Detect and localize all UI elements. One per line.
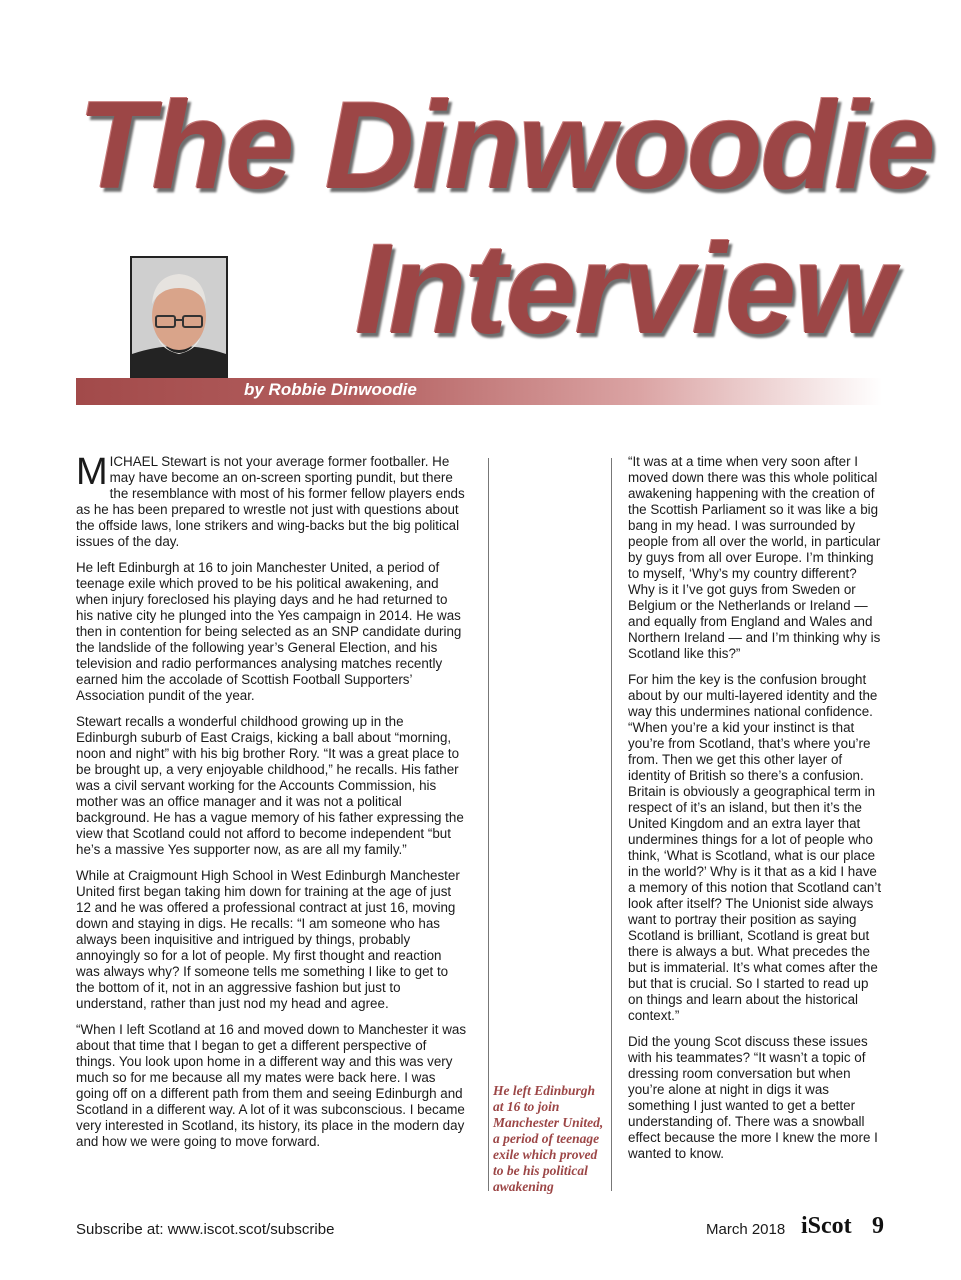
paragraph: While at Craigmount High School in West Edinburgh Manchester United first began taking him down for training at the age of just 12 and he was offered a professional contract at just 16, moving down and staying in digs. He recalls: “I am someone who has always been inquisitive and intrigued by things, probably annoyingly so for a lot of people. My first thought and reaction was always why? If someone tells me something I like to get to the bottom of it, not in an aggressive fashion but just to understand, rather than just nod my head and agree. [76,868,460,1011]
byline-bar [76,378,882,405]
paragraph: “It was at a time when very soon after I moved down there was this whole political awakening happening with the creation of the Scottish Parliament so it was like a big bang in my head. I was surrounded by people from all over the world, in particular by guys from all over Europe. I’m thinking to myself, ‘Why’s my country different? Why is it I’ve got guys from Sweden or Belgium or the Netherlands or Ireland — and equally from England and Wales and Northern Ireland — and I’m thinking why is Scotland like this?” [628,454,881,661]
issue-date: March 2018 [706,1221,786,1238]
byline: by Robbie Dinwoodie [244,380,417,399]
magazine-logo: iScot [801,1213,852,1239]
subscribe-link[interactable]: Subscribe at: www.iscot.scot/subscribe [76,1221,335,1238]
title-line-1: The Dinwoodie [78,77,934,215]
paragraph: Stewart recalls a wonderful childhood growing up in the Edinburgh suburb of East Craigs, kicking a ball about “morning, noon and night” with his big brother Rory. “It was a great place to be brought up, a very enjoyable childhood,” he recalls. His father was a civil servant working for the Accounts Commission, his mother was an office manager and it was not a political background. He has a vague memory of his father expressing the view that Scotland could not afford to become independent “but he’s a massive Yes supporter now, as are all my family.” [76,714,464,857]
title-line-2: Interview [355,218,892,361]
paragraph: Did the young Scot discuss these issues with his teammates? “It wasn’t a topic of dressing room conversation but when you’re alone at night in digs it was something I just wanted to get a better understanding of. There was a snowball effect because the more I knew the more I wanted to know. [628,1034,878,1161]
paragraph: “When I left Scotland at 16 and moved down to Manchester it was about that time that I began to get a different perspective of things. You look upon home in a different way and this was very much so for me because all my mates were back here. I was going off on a different path from them and seeing Edinburgh and Scotland in a different way. A lot of it was subconscious. I became very interested in Scotland, its history, its place in the modern day and how we were going to move forward. [76,1022,467,1149]
paragraph: MICHAEL Stewart is not your average former footballer. He may have become an on-screen sporting pundit, but there the resemblance with most of his former fellow players ends as he has been prepared to wrestle not just with questions about the offside laws, lone strikers and wing-backs but the big political issues of the day. [76,451,465,549]
right-column [628,454,884,1172]
paragraph: For him the key is the confusion brought about by our multi-layered identity and the way this undermines national confidence. “When you’re a kid your instinct is that you’re from Scotland, that’s where you’re from. Then we get this other layer of identity of British so there’s a confusion. Britain is obviously a geographical term in respect of it’s an island, but then it’s the United Kingdom and an extra layer that undermines things for a lot of people who think, ‘What is Scotland, what is our place in the world?’ Why is it that as a kid I have a memory of this notion that Scotland can’t look after itself? The Unionist side always want to portray their position as saying Scotland is brilliant, Scotland is great but there is always a but. What precedes the but is immaterial. It’s what comes after the but that is crucial. So I started to read up on things and learn about the historical context.” [628,672,882,1023]
column-divider-right [611,458,612,1191]
column-divider-left [488,458,489,1191]
author-photo [130,256,228,378]
drop-cap: M [76,451,108,493]
pull-quote: He left Edinburgh at 16 to join Manchester United, a period of teenage exile which proved to be his political awakening [493,1083,604,1194]
paragraph: He left Edinburgh at 16 to join Manchester United, a period of teenage exile which proved to be his political awakening, and when injury foreclosed his playing days and he had returned to his native city he plunged into the Yes campaign in 2014. He was then in contention for being selected as an SNP candidate during the landslide of the following year’s General Election, and his television and radio performances analysing matches recently earned him the accolade of Scottish Football Supporters’ Association pundit of the year. [76,560,462,703]
left-column [76,451,468,1160]
page-number: 9 [872,1213,884,1239]
